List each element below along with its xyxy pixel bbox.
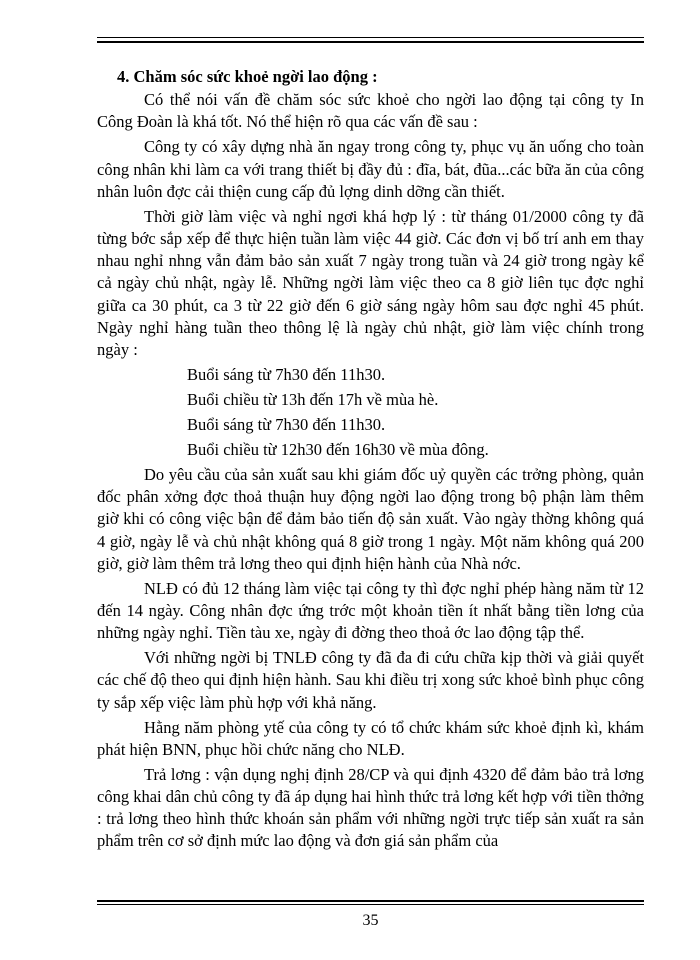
bottom-border-line: [97, 904, 644, 905]
paragraph: Do yêu cầu của sản xuất sau khi giám đốc uỷ quyền các trởng phòng, quản đốc phân xởng đợc thoả thuận huy động ngời lao động trong bộ phận làm thêm giờ khi có công việc bận để đảm bảo tiến độ sản xuất. Vào ngày thờng không quá 4 giờ, ngày lễ và chủ nhật không quá 8 giờ trong 1 ngày. Một năm không quá 200 giờ, giờ làm thêm trả lơng theo qui định hiện hành của Nhà nớc.: [97, 465, 644, 573]
paragraph: Có thể nói vấn đề chăm sóc sức khoẻ cho ngời lao động tại công ty In Công Đoàn là khá tốt. Nó thể hiện rõ qua các vấn đề sau :: [97, 90, 644, 132]
paragraph: Công ty có xây dựng nhà ăn ngay trong công ty, phục vụ ăn uống cho toàn công nhân khi làm ca với trang thiết bị đầy đủ : đĩa, bát, đũa...các bữa ăn của công nhân luôn đợc cải thiện cung cấp đủ lợng dinh dỡng cần thiết.: [97, 137, 644, 201]
page-number: 35: [362, 912, 379, 929]
schedule-item: Buổi sáng từ 7h30 đến 11h30.: [187, 365, 386, 385]
paragraph: Hằng năm phòng ytế của công ty có tổ chức khám sức khoẻ định kì, khám phát hiện BNN, phục hồi chức năng cho NLĐ.: [97, 717, 644, 759]
top-border-line: [97, 37, 644, 38]
paragraph: NLĐ có đủ 12 tháng làm việc tại công ty thì đợc nghỉ phép hàng năm từ 12 đến 14 ngày. Công nhân đợc ứng trớc một khoản tiền ít nhất bằng tiền lơng của những ngày nghỉ. Tiền tàu xe, ngày đi đờng theo thoả ớc lao động tập thể.: [97, 578, 644, 643]
paragraph: Với những ngời bị TNLĐ công ty đã đa đi cứu chữa kịp thời và giải quyết các chế độ theo qui định hiện hành. Sau khi điều trị xong sức khoẻ bình phục công ty sắp xếp việc làm phù hợp với khả năng.: [97, 648, 644, 712]
schedule-item: Buổi sáng từ 7h30 đến 11h30.: [187, 415, 386, 435]
top-border-line-thick: [97, 41, 644, 43]
paragraph: Thời giờ làm việc và nghỉ ngơi khá hợp lý : từ tháng 01/2000 công ty đã từng bớc sắp xếp để thực hiện tuần làm việc 44 giờ. Các đơn vị bố trí anh em thay nhau nghỉ nhng vẫn đảm bảo sản xuất 7 ngày trong tuần và 24 giờ trong ngày kể cả ngày chủ nhật, ngày lễ. Những ngời làm việc theo ca 8 giờ liên tục đợc nghỉ giữa ca 30 phút, ca 3 từ 22 giờ đến 6 giờ sáng ngày hôm sau đợc nghỉ 45 phút. Ngày nghỉ hàng tuần theo thông lệ là ngày chủ nhật, giờ làm việc chính trong ngày :: [97, 206, 644, 360]
schedule-item: Buổi chiều từ 12h30 đến 16h30 về mùa đông.: [187, 440, 489, 460]
document-body: [97, 66, 644, 855]
bottom-border-line-thick: [97, 900, 644, 902]
schedule-item: Buổi chiều từ 13h đến 17h về mùa hè.: [187, 390, 439, 410]
paragraph: Trả lơng : vận dụng nghị định 28/CP và qui định 4320 để đảm bảo trả lơng công khai dân chủ công ty đã áp dụng hai hình thức trả lơng kết hợp với tiền thởng : trả lơng theo hình thức khoán sản phẩm với những ngời trực tiếp sản xuất ra sản phẩm trên cơ sở định mức lao động và đơn giá sản phẩm của: [97, 764, 644, 851]
section-heading: 4. Chăm sóc sức khoẻ ngời lao động :: [117, 67, 378, 86]
